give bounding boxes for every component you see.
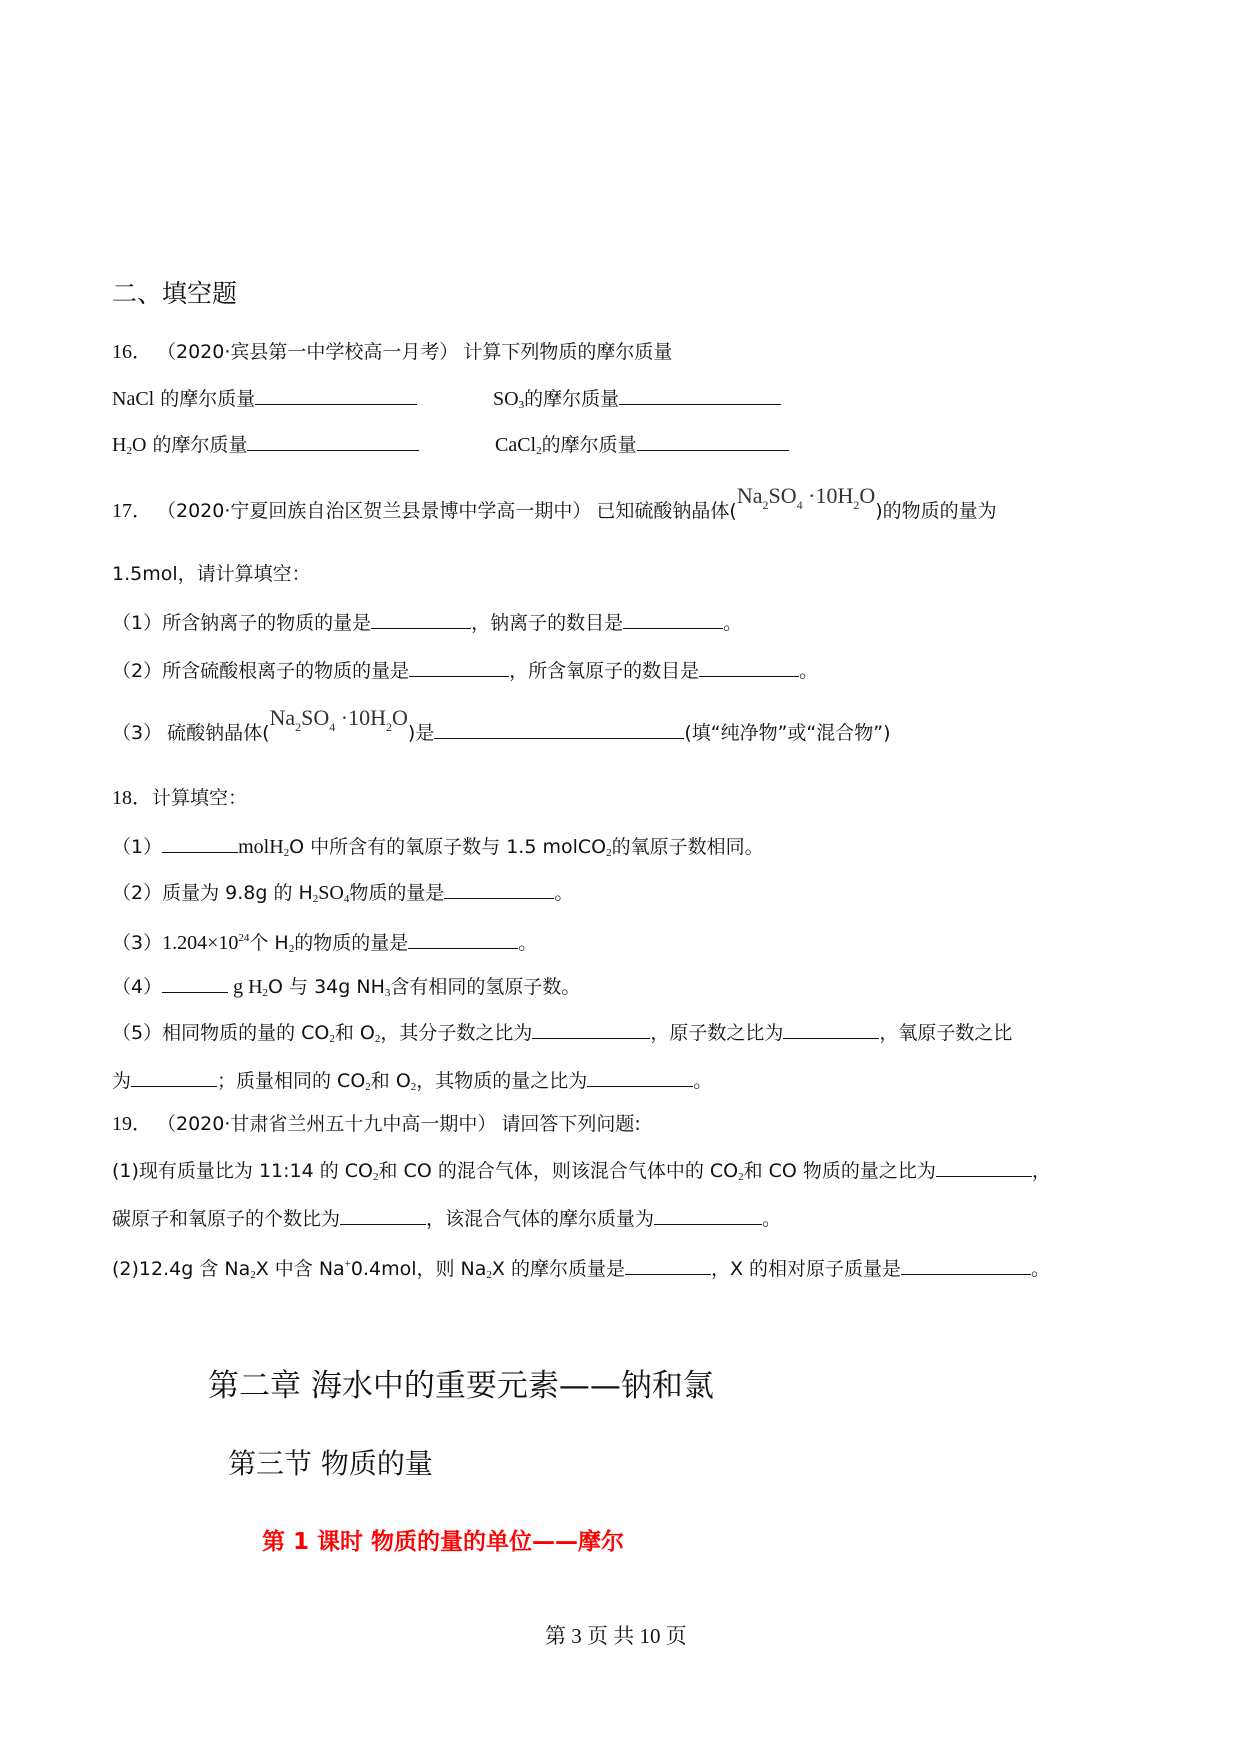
label: 的摩尔质量	[154, 388, 256, 410]
subscript: 2	[126, 445, 132, 457]
punctuation: 。	[762, 1208, 782, 1230]
part-text: X 的摩尔质量是	[491, 1258, 625, 1280]
q16-row-2	[112, 432, 419, 463]
punctuation: 。	[518, 932, 538, 954]
q18-part-2	[112, 880, 573, 911]
q19-part-2	[112, 1252, 1050, 1287]
q16-row-1b	[493, 386, 781, 417]
question-text: 已知硫酸钠晶体(	[596, 500, 737, 522]
formula: O	[131, 434, 147, 456]
subscript: 2	[386, 720, 393, 734]
formula-part: Na	[736, 483, 763, 508]
q17-part-1	[112, 610, 742, 635]
formula-part: Na	[269, 705, 296, 730]
answer-blank[interactable]	[699, 658, 799, 677]
part-text: ，原子数之比为	[650, 1022, 784, 1044]
q16-row-2b	[495, 432, 789, 463]
formula: NaCl	[112, 388, 155, 410]
part-text: 1.204×10	[162, 932, 239, 954]
subscript: 2	[853, 498, 860, 512]
answer-blank[interactable]	[444, 880, 554, 899]
part-text: 所含钠离子的物质的量是	[162, 612, 372, 634]
formula-part: SO	[768, 483, 797, 508]
subscript: 2	[606, 847, 612, 859]
punctuation: 。	[1031, 1258, 1051, 1280]
part-text: O 与 34g NH	[268, 976, 385, 998]
subscript: 2	[262, 987, 269, 999]
answer-blank[interactable]	[247, 432, 419, 451]
subscript: 4	[796, 498, 803, 512]
part-label: （3）	[112, 722, 163, 744]
answer-blank[interactable]	[637, 432, 789, 451]
part-label: （2）	[112, 660, 163, 682]
part-text: ，其分子数之比为	[380, 1022, 533, 1044]
part-text: 的物质的量是	[294, 932, 409, 954]
subscript: 2	[283, 847, 290, 859]
answer-blank[interactable]	[619, 386, 781, 405]
q17-part-3	[112, 705, 891, 753]
q19-part-1-cont	[112, 1206, 781, 1231]
answer-blank[interactable]	[901, 1256, 1031, 1275]
answer-blank[interactable]	[654, 1206, 762, 1225]
subscript: 4	[343, 893, 350, 905]
answer-blank[interactable]	[371, 610, 471, 629]
q18-part-4	[112, 974, 580, 1005]
part-label: （3）	[112, 932, 163, 954]
part-text: ；质量相同的 CO	[217, 1070, 366, 1092]
punctuation: 。	[554, 882, 574, 904]
answer-blank[interactable]	[623, 610, 723, 629]
answer-blank[interactable]	[625, 1256, 711, 1275]
part-text: (2)12.4g 含 Na	[112, 1258, 251, 1280]
q18-stem	[112, 786, 247, 810]
answer-blank[interactable]	[587, 1068, 693, 1087]
part-text: molH	[238, 836, 284, 858]
formula-part: ·	[340, 705, 349, 730]
part-text: 碳原子和氧原子的个数比为	[112, 1208, 341, 1230]
part-text: 为	[112, 1070, 132, 1092]
part-text: ，钠离子的数目是	[471, 612, 624, 634]
punctuation: 。	[693, 1070, 713, 1092]
q19-stem	[112, 1112, 641, 1136]
q18-part-3	[112, 926, 537, 961]
answer-blank[interactable]	[131, 1068, 217, 1087]
question-source: （2020·宾县第一中学校高一月考）	[157, 341, 459, 363]
formula-image	[270, 706, 408, 739]
question-number: 19．	[112, 1113, 152, 1135]
subscript: 2	[365, 1081, 371, 1093]
formula-part: O	[392, 705, 408, 730]
part-text: (1)现有质量比为 11:14 的 CO	[112, 1160, 374, 1182]
q17-stem-cont	[112, 562, 311, 586]
question-text: 1.5mol，请计算填空：	[112, 563, 311, 585]
formula: CaCl	[495, 434, 537, 456]
chapter-title: 第二章 海水中的重要元素——钠和氯	[208, 1368, 714, 1404]
lesson-title: 第 1 课时 物质的量的单位——摩尔	[262, 1529, 625, 1555]
part-text: 质量为 9.8g 的 H	[162, 882, 313, 904]
part-text: 相同物质的量的 CO	[162, 1022, 330, 1044]
subscript: 2	[486, 1269, 492, 1281]
answer-blank[interactable]	[162, 974, 228, 993]
subscript: 2	[250, 1269, 256, 1281]
answer-blank[interactable]	[409, 658, 509, 677]
q16-stem	[112, 340, 672, 364]
subscript: 4	[329, 720, 336, 734]
part-text: 和 CO 物质的量之比为	[743, 1160, 936, 1182]
formula: H	[112, 434, 127, 456]
subscript: 2	[312, 893, 319, 905]
page-footer: 第 3 页 共 10 页	[545, 1624, 687, 1648]
part-label: （1）	[112, 612, 163, 634]
part-text: SO	[318, 882, 344, 904]
part-text: 和 O	[334, 1022, 375, 1044]
label: 的摩尔质量	[524, 388, 620, 410]
part-text: X 中含 Na	[255, 1258, 345, 1280]
formula-part: ·	[808, 483, 816, 508]
label: 的摩尔质量	[146, 434, 248, 456]
question-text: )的物质的量为	[875, 500, 997, 522]
q19-part-1	[112, 1158, 1051, 1189]
answer-blank[interactable]	[936, 1158, 1032, 1177]
formula-part: O	[859, 483, 876, 508]
subscript: 2	[374, 1033, 381, 1045]
question-number: 16．	[112, 341, 152, 363]
subscript: 2	[762, 498, 769, 512]
superscript: 24	[238, 932, 250, 944]
answer-blank[interactable]	[162, 834, 238, 853]
part-text: 和 O	[370, 1070, 411, 1092]
punctuation: 。	[723, 612, 743, 634]
question-text: 计算填空：	[152, 787, 248, 809]
section-title: 二、填空题	[112, 279, 238, 308]
q18-part-5-cont	[112, 1068, 712, 1099]
formula: SO	[493, 388, 519, 410]
subscript: 3	[384, 987, 391, 999]
question-number: 18．	[112, 787, 152, 809]
part-label: （2）	[112, 882, 163, 904]
q17-stem	[112, 483, 997, 531]
q17-part-2	[112, 658, 818, 683]
formula-image	[737, 484, 875, 517]
part-text: 硫酸钠晶体(	[167, 722, 270, 744]
formula-part: SO	[301, 705, 330, 730]
part-text: ，X 的相对原子质量是	[710, 1258, 902, 1280]
part-text: ，所含氧原子的数目是	[509, 660, 700, 682]
question-text: 计算下列物质的摩尔质量	[463, 341, 673, 363]
label: 的摩尔质量	[541, 434, 637, 456]
hint-text: (填“纯净物”或“混合物”)	[684, 722, 891, 744]
part-text: 含有相同的氢原子数。	[390, 976, 581, 998]
q18-part-1	[112, 834, 764, 865]
part-text: )是	[407, 722, 435, 744]
part-text: g H	[228, 976, 263, 998]
subscript: 2	[295, 720, 302, 734]
superscript: +	[344, 1258, 351, 1270]
q16-row-1	[112, 386, 417, 411]
question-number: 17．	[112, 500, 152, 522]
answer-blank[interactable]	[408, 930, 518, 949]
part-text: 物质的量是	[349, 882, 445, 904]
question-text: 请回答下列问题:	[501, 1113, 641, 1135]
part-text: 的氧原子数相同。	[611, 836, 764, 858]
question-source: （2020·宁夏回族自治区贺兰县景博中学高一期中）	[157, 500, 592, 522]
section-heading: 第三节 物质的量	[228, 1447, 433, 1480]
part-label: （5）	[112, 1022, 163, 1044]
subscript: 2	[373, 1171, 379, 1183]
answer-blank[interactable]	[783, 1020, 879, 1039]
part-text: ，氧原子数之比	[879, 1022, 1013, 1044]
part-text: 个 H	[249, 932, 289, 954]
q18-part-5	[112, 1020, 1012, 1051]
answer-blank[interactable]	[434, 720, 684, 739]
subscript: 2	[329, 1033, 335, 1045]
subscript: 2	[536, 445, 542, 457]
answer-blank[interactable]	[532, 1020, 650, 1039]
punctuation: ，	[1031, 1160, 1051, 1182]
part-text: 0.4mol，则 Na	[350, 1258, 487, 1280]
subscript: 2	[410, 1081, 417, 1093]
formula-part: 10H	[815, 483, 854, 508]
answer-blank[interactable]	[340, 1206, 426, 1225]
part-label: （4）	[112, 976, 163, 998]
part-text: 和 CO 的混合气体，则该混合气体中的 CO	[378, 1160, 739, 1182]
part-text: O 中所含有的氧原子数与 1.5 molCO	[289, 836, 607, 858]
part-text: ，其物质的量之比为	[416, 1070, 588, 1092]
answer-blank[interactable]	[255, 386, 417, 405]
question-source: （2020·甘肃省兰州五十九中高一期中）	[157, 1113, 497, 1135]
part-label: （1）	[112, 836, 163, 858]
subscript: 3	[518, 399, 525, 411]
punctuation: 。	[799, 660, 819, 682]
subscript: 2	[738, 1171, 744, 1183]
subscript: 2	[288, 943, 295, 955]
part-text: 所含硫酸根离子的物质的量是	[162, 660, 410, 682]
part-text: ，该混合气体的摩尔质量为	[426, 1208, 655, 1230]
formula-part: 10H	[348, 705, 387, 730]
